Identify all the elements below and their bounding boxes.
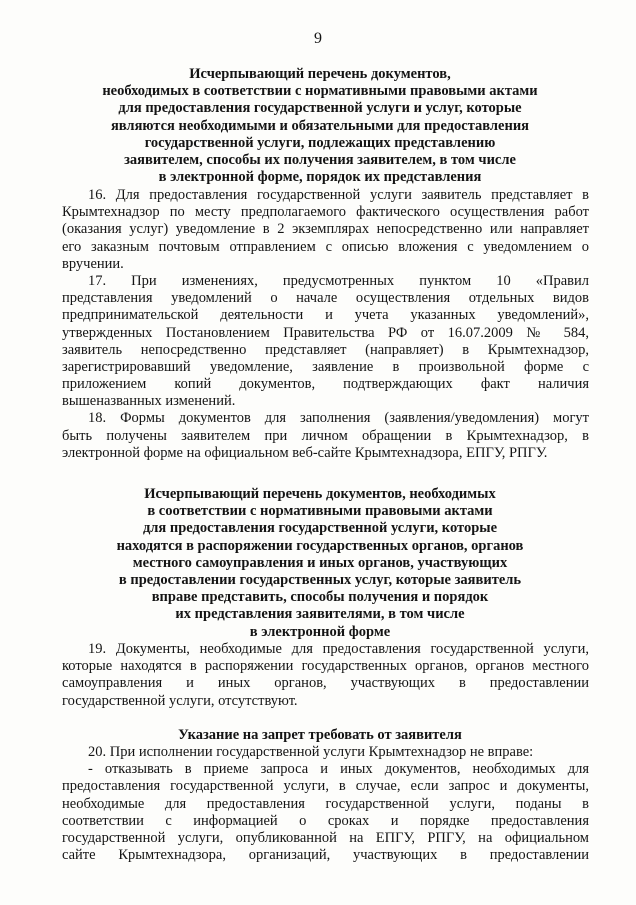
text-line: вручении. bbox=[62, 255, 124, 272]
text-line: быть получены заявителем при личном обращении в Крымтехнадзор, в bbox=[62, 427, 589, 444]
text-line: утвержденных Постановлением Правительства РФ от 16.07.2009 № 584, bbox=[62, 324, 589, 341]
heading-line: Исчерпывающий перечень документов, необходимых bbox=[144, 486, 496, 502]
text-line: 18. Формы документов для заполнения (заявления/уведомления) могут bbox=[88, 410, 589, 427]
heading-line: находятся в распоряжении государственных органов, органов bbox=[116, 537, 524, 554]
heading-line: для предоставления государственной услуги, которые bbox=[142, 520, 498, 537]
heading-line: заявителем, способы их получения заявителем, в том числе bbox=[124, 152, 516, 169]
text-line: Крымтехнадзор по месту предполагаемого фактического осуществления работ bbox=[62, 204, 589, 221]
text-line: сайте Крымтехнадзора, организаций, участвующих в предоставлении bbox=[62, 847, 589, 864]
text-line: - отказывать в приеме запроса и иных документов, необходимых для bbox=[88, 761, 589, 778]
text-line: предпринимательской деятельности и учета указанных уведомлений», bbox=[62, 307, 589, 324]
text-line: предоставления государственной услуги, в случае, если запрос и документы, bbox=[62, 778, 589, 795]
text-line: представления уведомлений о начале осуществления отдельных видов bbox=[62, 290, 589, 307]
page-number: 9 bbox=[314, 30, 322, 47]
text-line: 17. При изменениях, предусмотренных пунктом 10 «Правил bbox=[88, 272, 589, 289]
text-line: государственной услуги, опубликованной на ЕПГУ, РПГУ, на официальном bbox=[62, 829, 589, 846]
heading-line: необходимых в соответствии с нормативными правовыми актами bbox=[102, 83, 538, 100]
text-line: его заказным почтовым отправлением с описью вложения с уведомлением о bbox=[62, 238, 589, 255]
text-line: (оказания услуг) уведомление в 2 экземплярах непосредственно или направляет bbox=[62, 221, 589, 238]
text-line: зарегистрировавший уведомление, заявление в произвольной форме с bbox=[62, 358, 589, 375]
text-line: 16. Для предоставления государственной услуги заявитель представляет в bbox=[88, 187, 589, 203]
heading-line: в предоставлении государственных услуг, которые заявитель bbox=[118, 572, 522, 589]
text-line: 20. При исполнении государственной услуги Крымтехнадзор не вправе: bbox=[88, 744, 534, 760]
text-line: государственной услуги, отсутствуют. bbox=[62, 692, 298, 709]
text-line: вышеназванных изменений. bbox=[62, 393, 236, 410]
heading-line: вправе представить, способы получения и порядок bbox=[151, 589, 489, 606]
heading-line: Указание на запрет требовать от заявителя bbox=[178, 727, 462, 743]
heading-line: местного самоуправления и иных органов, участвующих bbox=[132, 554, 508, 571]
paragraph-20 bbox=[62, 744, 589, 864]
text-line: которые находятся в распоряжении государственных органов, органов местного bbox=[62, 658, 589, 675]
heading-line: в электронной форме bbox=[249, 623, 391, 640]
section-heading-documents bbox=[60, 66, 580, 186]
heading-line: Исчерпывающий перечень документов, bbox=[189, 66, 451, 82]
heading-line: в соответствии с нормативными правовыми актами bbox=[147, 503, 493, 520]
text-line: 19. Документы, необходимые для предоставления государственной услуги, bbox=[88, 641, 589, 657]
heading-line: их представления заявителями, в том числе bbox=[175, 606, 465, 623]
section-heading-state-documents bbox=[60, 486, 580, 641]
text-line: заявитель непосредственно представляет (направляет) в Крымтехнадзор, bbox=[62, 341, 589, 358]
heading-line: для предоставления государственной услуги и услуг, которые bbox=[118, 100, 522, 117]
heading-line: являются необходимыми и обязательными для предоставления bbox=[110, 117, 530, 134]
text-line: электронной форме на официальном веб-сайте Крымтехнадзора, ЕПГУ, РПГУ. bbox=[62, 444, 548, 461]
paragraph-19 bbox=[62, 641, 589, 710]
heading-line: государственной услуги, подлежащих представлению bbox=[144, 134, 496, 151]
heading-line: в электронной форме, порядок их представления bbox=[158, 169, 482, 186]
text-line: необходимые для предоставления государственной услуги, поданы в bbox=[62, 795, 589, 812]
section-heading-prohibition bbox=[60, 727, 580, 744]
text-line: самоуправления и иных органов, участвующих в предоставлении bbox=[62, 675, 589, 692]
paragraphs-16-18 bbox=[62, 187, 589, 462]
text-line: соответствии с информацией о сроках и порядке предоставления bbox=[62, 812, 589, 829]
text-line: приложением копий документов, подтверждающих факт наличия bbox=[62, 376, 589, 393]
